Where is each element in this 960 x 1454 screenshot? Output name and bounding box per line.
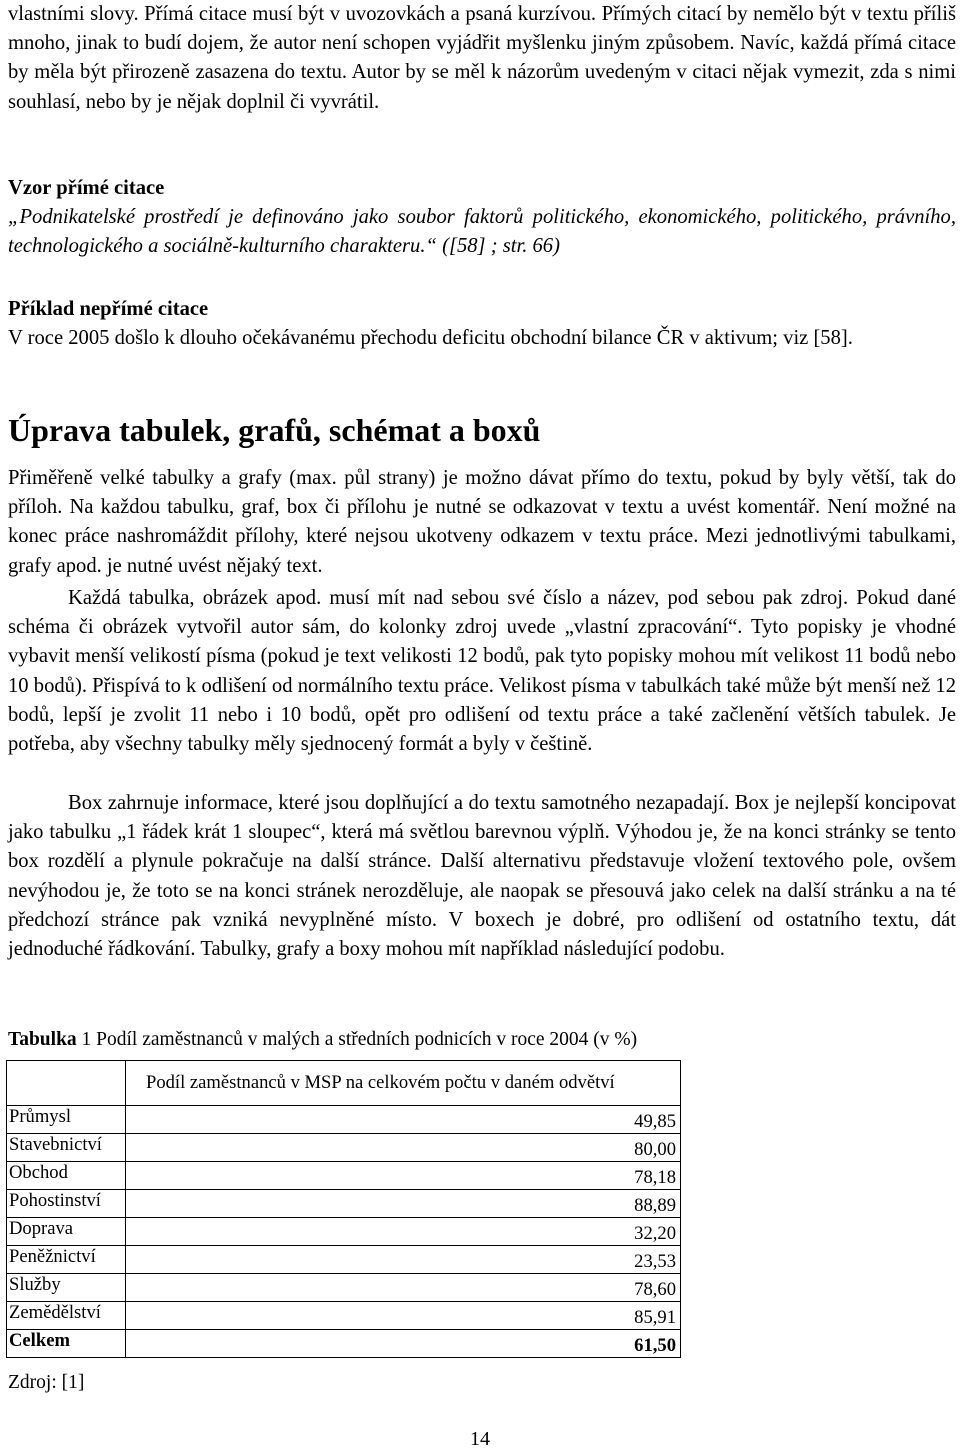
table-caption-label: Tabulka [8, 1029, 77, 1050]
row-value: 88,89 [126, 1190, 681, 1218]
indirect-quote-text: V roce 2005 došlo k dlouho očekávanému přechodu deficitu obchodní bilance ČR v aktivum; viz [58]. [8, 327, 853, 349]
table-row [7, 1274, 681, 1302]
table-source: Zdroj: [1] [8, 1372, 85, 1393]
section-title: Úprava tabulek, grafů, schémat a boxů [8, 412, 541, 448]
row-label: Stavebnictví [7, 1134, 126, 1162]
table-caption-text: 1 Podíl zaměstnanců v malých a středních podnicích v roce 2004 (v %) [76, 1029, 638, 1050]
row-label: Zemědělství [7, 1302, 126, 1330]
row-label: Obchod [7, 1162, 126, 1190]
table-row [7, 1134, 681, 1162]
table-header-empty-cell [7, 1061, 126, 1106]
table-header-row [7, 1061, 681, 1106]
paragraph-captions: Každá tabulka, obrázek apod. musí mít nad sebou své číslo a název, pod sebou pak zdroj. Pokud dané schéma či obrázek vytvořil autor sám, do kolonky zdroj uvede „vlastní zpracování“. Tyto popisky je vhodné vybavit menší velikostí písma (pokud je text velikosti 12 bodů, pak tyto popisky mohou mít velikost 11 bodů nebo 10 bodů). Přispívá to k odlišení od normálního textu práce. Velikost písma v tabulkách také může být menší než 12 bodů, lepší je zvolit 11 nebo i 10 bodů, opět pro odlišení od textu práce a také začlenění větších tabulek. Je potřeba, aby všechny tabulky měly sjednocený formát a byly v češtině. [8, 587, 956, 756]
row-label: Průmysl [7, 1106, 126, 1134]
row-value: 23,53 [126, 1246, 681, 1274]
table-row [7, 1246, 681, 1274]
row-value: 80,00 [126, 1134, 681, 1162]
intro-paragraph: vlastními slovy. Přímá citace musí být v uvozovkách a psaná kurzívou. Přímých citací by nemělo být v textu příliš mnoho, jinak to budí dojem, že autor není schopen vyjádřit myšlenku jiným způsobem. Navíc, každá přímá citace by měla být přirozeně zasazena do textu. Autor by se měl k názorům uvedeným v citaci nějak vymezit, zda s nimi souhlasí, nebo by je nějak doplnil či vyvrátil. [8, 3, 956, 113]
table-caption [8, 1026, 637, 1054]
paragraph-tables-placement: Přiměřeně velké tabulky a grafy (max. půl strany) je možno dávat přímo do textu, pokud by byly větší, tak do příloh. Na každou tabulku, graf, box či přílohu je nutné se odkazovat v textu a uvést komentář. Není možné na konec práce nashromáždit přílohy, které nejsou ukotveny odkazem v textu práce. Mezi jednotlivými tabulkami, grafy apod. je nutné uvést nějaký text. [8, 467, 956, 577]
direct-quote-heading: Vzor přímé citace [8, 177, 165, 199]
data-table [6, 1060, 681, 1358]
row-label: Doprava [7, 1218, 126, 1246]
table-row [7, 1190, 681, 1218]
paragraph-boxes: Box zahrnuje informace, které jsou doplňující a do textu samotného nezapadají. Box je nejlepší koncipovat jako tabulku „1 řádek krát 1 sloupec“, která má světlou barevnou výplň. Výhodou je, že na konci stránky se tento box rozdělí a plynule pokračuje na další stránce. Další alternativu představuje vložení textového pole, ovšem nevýhodou je, že toto se na konci stránek nerozděluje, ale naopak se přesouvá jako celek na další stránku a na té předchozí stránce pak vzniká nevyplněné místo. V boxech je dobré, pro odlišení od ostatního textu, dát jednoduché řádkování. Tabulky, grafy a boxy mohou mít například následující podobu. [8, 792, 956, 961]
row-value: 32,20 [126, 1218, 681, 1246]
row-label: Peněžnictví [7, 1246, 126, 1274]
page-number: 14 [470, 1428, 490, 1450]
table-total-row [7, 1330, 681, 1358]
total-value: 61,50 [126, 1330, 681, 1358]
row-value: 78,18 [126, 1162, 681, 1190]
row-value: 78,60 [126, 1274, 681, 1302]
indirect-quote-heading: Příklad nepřímé citace [8, 298, 209, 320]
table-header-cell: Podíl zaměstnanců v MSP na celkovém počtu v daném odvětví [126, 1061, 681, 1106]
row-label: Pohostinství [7, 1190, 126, 1218]
row-value: 85,91 [126, 1302, 681, 1330]
table-row [7, 1106, 681, 1134]
direct-quote-text: „Podnikatelské prostředí je definováno jako soubor faktorů politického, ekonomického, politického, právního, technologického a sociálně-kulturního charakteru.“ ([58] ; str. 66) [8, 206, 956, 258]
table-row [7, 1302, 681, 1330]
table-row [7, 1218, 681, 1246]
total-label: Celkem [7, 1330, 126, 1358]
row-label: Služby [7, 1274, 126, 1302]
table-row [7, 1162, 681, 1190]
row-value: 49,85 [126, 1106, 681, 1134]
